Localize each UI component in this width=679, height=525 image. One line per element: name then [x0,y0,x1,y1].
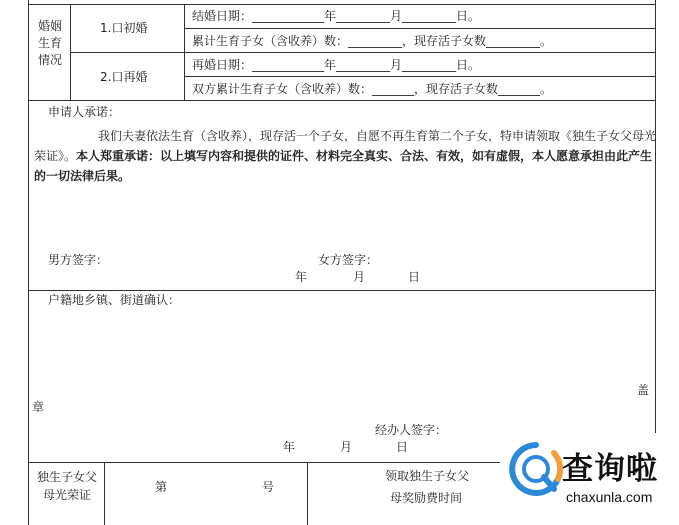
bottom-divider-1 [104,462,105,525]
confirm-month: 月 [340,440,353,454]
first-marriage-children: 累计生育子女（含收养）数：_________，现存活子女数_________。 [192,34,553,48]
top-border [28,4,656,5]
section-divider-marriage [28,100,656,101]
reward-time-label-line1: 领取独生子女父 [385,469,470,483]
magnifier-logo-icon [508,441,564,497]
section-divider-pledge [28,290,656,291]
chaxunla-watermark [500,433,679,525]
confirm-day: 日 [396,440,409,454]
seal-top-char: 盖 [637,383,650,397]
watermark-domain-text: chaxunla.com [566,489,653,505]
wife-signature-label: 女方签字： [318,253,379,267]
certificate-number-prefix: 第 [155,480,168,494]
handler-signature-label: 经办人签字： [375,423,448,437]
row-divider-1 [184,28,656,29]
first-marriage-option: 1.口初婚 [100,21,148,35]
confirm-heading: 户籍地乡镇、街道确认： [48,293,181,307]
remarriage-children: 双方累计生育子女（含收养）数：_______，现存活子女数_______。 [192,82,553,96]
left-border [28,0,29,525]
watermark-chinese-text: 查询啦 [562,451,658,487]
certificate-number-suffix: 号 [262,480,275,494]
pledge-body: 我们夫妻依法生育（含收养），现存活一个子女，自愿不再生育第二个子女，特申请领取《独生子女父母光荣证》。 [34,129,657,163]
pledge-text [34,126,656,186]
confirm-year: 年 [283,440,296,454]
remarriage-date: 再婚日期：____________年_________月_________日。 [192,58,481,72]
certificate-label: 独生子女父母光荣证 [36,470,97,502]
remarriage-option: 2.口再婚 [100,70,148,84]
pledge-month: 月 [353,270,366,284]
pledge-year: 年 [295,270,308,284]
husband-signature-label: 男方签字： [48,253,109,267]
pledge-heading: 申请人承诺： [48,105,121,119]
reward-time-label-line2: 母奖励费时间 [390,491,463,505]
pledge-bold-statement: 本人郑重承诺：以上填写内容和提供的证件、材料完全真实、合法、有效，如有虚假，本人愿意承担由此产生的一切法律后果。 [34,149,653,183]
first-marriage-date: 结婚日期：____________年_________月_________日。 [192,9,481,23]
row-divider-2 [70,52,656,53]
row-divider-3 [184,76,656,77]
pledge-day: 日 [408,270,421,284]
seal-bottom-char: 章 [32,400,45,414]
marriage-section-label: 婚姻生育情况 [37,19,62,67]
right-border [655,0,656,463]
bottom-divider-2 [307,462,308,525]
